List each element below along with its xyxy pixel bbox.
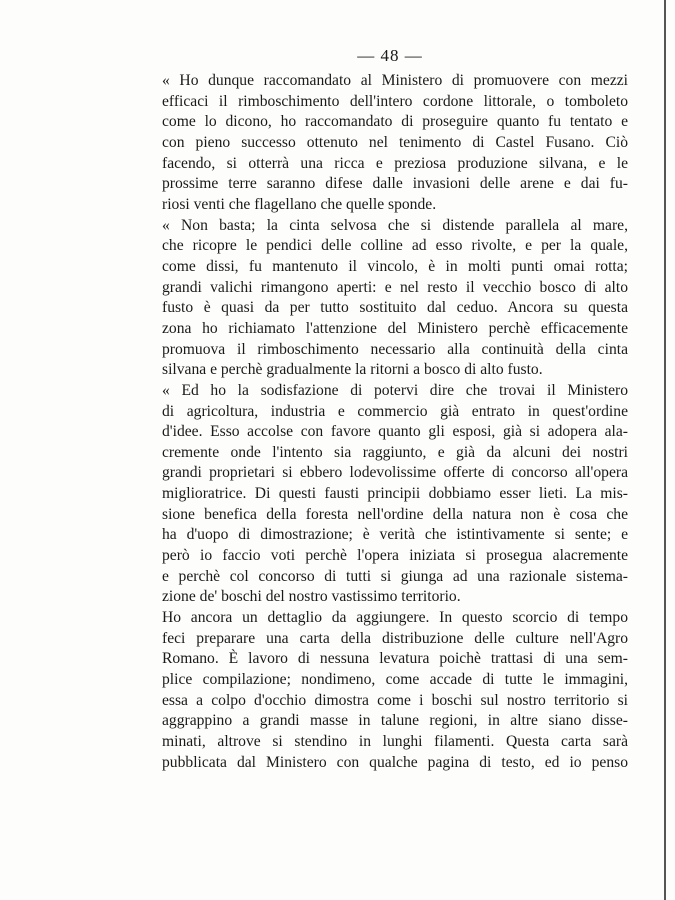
text-line: minati, altrove si stendino in lunghi filamenti. Questa carta sarà	[162, 733, 628, 750]
text-line: come dissi, fu mantenuto il vincolo, è in molti punti omai rotta;	[162, 257, 628, 275]
text-line: efficaci il rimboschimento dell'intero cordone littorale, o tomboleto	[162, 92, 628, 110]
text-line: riosi venti che flagellano che quelle sponde.	[162, 195, 437, 213]
text-line: « Non basta; la cinta selvosa che si distende parallela al mare,	[162, 216, 628, 234]
paragraph	[162, 381, 628, 608]
page-number: — 48 —	[357, 46, 423, 65]
text-line: e perchè col concorso di tutti si giunga ad una razionale sistema-	[162, 567, 628, 585]
text-line: « Ho dunque raccomandato al Ministero di promuovere con mezzi	[162, 72, 628, 89]
text-line: di agricoltura, industria e commercio già entrato in quest'ordine	[162, 402, 628, 420]
text-line: aggrappino a grandi masse in talune regioni, in altre siano disse-	[162, 712, 628, 730]
text-line: però io faccio voti perchè l'opera iniziata si prosegua alacremente	[162, 547, 628, 565]
text-line: grandi proprietari si ebbero lodevolissime offerte di concorso all'opera	[162, 464, 628, 482]
text-line: d'idee. Esso accolse con favore quanto gli esposi, già si adopera ala-	[162, 423, 628, 441]
text-line: come lo dicono, ho raccomandato di proseguire quanto fu tentato e	[162, 113, 628, 131]
text-line: ha d'uopo di dimostrazione; è verità che istintivamente si sente; e	[162, 526, 628, 544]
text-line: « Ed ho la sodisfazione di potervi dire che trovai il Ministero	[162, 381, 628, 399]
text-line: grandi valichi rimangono aperti: e nel resto il vecchio bosco di alto	[162, 278, 628, 296]
text-line: fusto è quasi da per tutto sostituito dal ceduo. Ancora su questa	[162, 299, 628, 317]
text-line: plice compilazione; nondimeno, come accade di tutte le immagini,	[162, 671, 628, 689]
text-line: feci preparare una carta della distribuzione delle culture nell'Agro	[162, 629, 628, 647]
text-line: Ho ancora un dettaglio da aggiungere. In questo scorcio di tempo	[162, 609, 628, 627]
text-line: con pieno successo ottenuto nel tenimento di Castel Fusano. Ciò	[162, 133, 628, 151]
paragraph	[162, 608, 628, 773]
paragraph	[162, 71, 628, 216]
text-line: Romano. È lavoro di nessuna levatura poichè trattasi di una sem-	[162, 650, 628, 668]
text-line: cremente onde l'intento sia raggiunto, e già da alcuni dei nostri	[162, 443, 628, 461]
text-line: essa a colpo d'occhio dimostra come i boschi sul nostro territorio si	[162, 691, 628, 709]
text-line: zona ho richiamato l'attenzione del Ministero perchè efficacemente	[162, 319, 628, 337]
text-line: miglioratrice. Di questi fausti principii dobbiamo esser lieti. La mis-	[162, 485, 628, 503]
text-line: prossime terre saranno difese dalle invasioni delle arene e dai fu-	[162, 175, 628, 193]
text-line: che ricopre le pendici delle colline ad esso rivolte, e per la quale,	[162, 237, 628, 255]
text-line: silvana e perchè gradualmente la ritorni a bosco di alto fusto.	[162, 361, 543, 379]
text-line: promuova il rimboschimento necessario alla continuità della cinta	[162, 340, 628, 358]
text-line: zione de' boschi del nostro vastissimo territorio.	[162, 588, 461, 606]
page-edge-divider	[664, 0, 666, 900]
body-text	[162, 71, 628, 773]
text-line: pubblicata dal Ministero con qualche pagina di testo, ed io penso	[162, 753, 628, 771]
paragraph	[162, 216, 628, 381]
text-line: sione benefica della foresta nell'ordine della natura non è cosa che	[162, 505, 628, 523]
text-line: facendo, si otterrà una ricca e preziosa produzione silvana, e le	[162, 154, 628, 172]
